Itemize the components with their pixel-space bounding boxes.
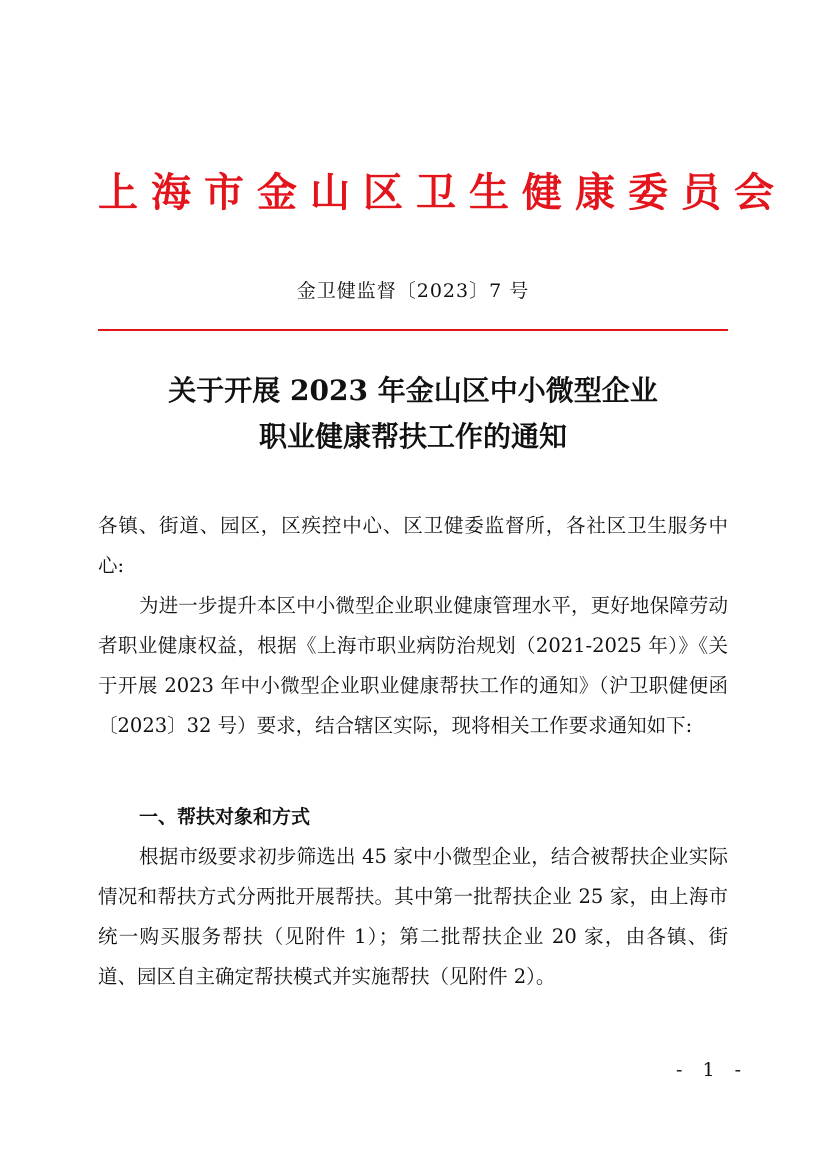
document-number: 金卫健监督〔2023〕7 号 bbox=[296, 280, 530, 302]
section-body-paragraph: 根据市级要求初步筛选出 45 家中小微型企业，结合被帮扶企业实际情况和帮扶方式分两批开展帮扶。其中第一批帮扶企业 25 家，由上海市统一购买服务帮扶（见附件 1）；第二批帮扶企业 20 家，由各镇、街道、园区自主确定帮扶模式并实施帮扶（见附件 2）。 bbox=[98, 845, 728, 988]
page-number: - 1 - bbox=[676, 1059, 749, 1081]
section-heading: 一、帮扶对象和方式 bbox=[139, 806, 311, 828]
notice-title-line-2: 职业健康帮扶工作的通知 bbox=[258, 420, 567, 453]
intro-paragraph: 为进一步提升本区中小微型企业职业健康管理水平，更好地保障劳动者职业健康权益，根据《上海市职业病防治规划（2021-2025 年）》《关于开展 2023 年中小微型企业职业健康帮扶工作的通知》（沪卫职健便函〔2023〕32 号）要求，结合辖区实际，现将相关工作要求通知如下: bbox=[98, 594, 728, 737]
issuing-authority-title: 上海市金山区卫生健康委员会 bbox=[98, 169, 787, 216]
addressees-paragraph: 各镇、街道、园区，区疾控中心、区卫健委监督所，各社区卫生服务中心: bbox=[98, 514, 728, 577]
red-divider-line bbox=[98, 329, 728, 331]
notice-title-line-1: 关于开展 2023 年金山区中小微型企业 bbox=[168, 374, 658, 407]
